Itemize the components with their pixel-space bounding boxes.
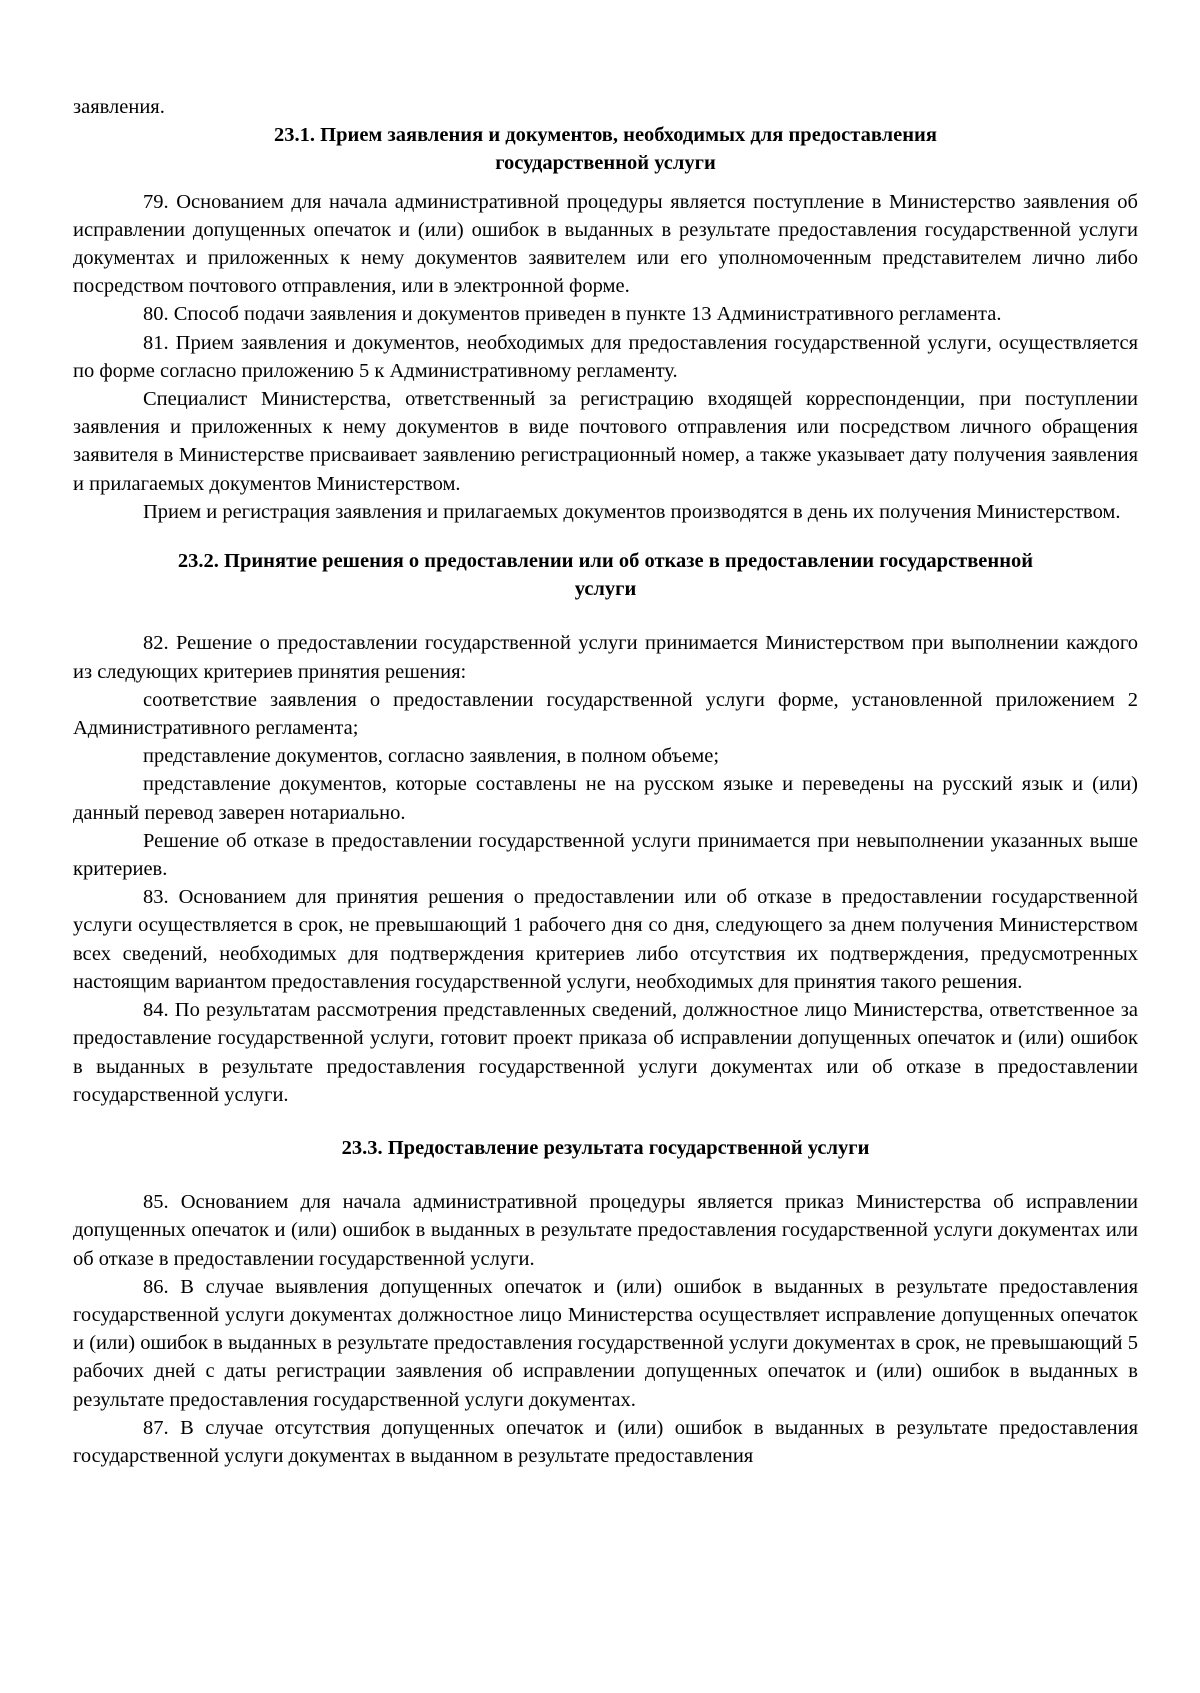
paragraph-84: 84. По результатам рассмотрения представленных сведений, должностное лицо Министерства, ответственное за предоставление государственной услуги, готовит проект приказа об исправлении допущенных опечаток и (или) ошибок в выданных в результате предоставления государственной услуги документах или об отказе в предоставлении государственной услуги. [73,999,1138,1106]
section-heading-line: 23.2. Принятие решения о предоставлении или об отказе в предоставлении государственной [177,550,1034,573]
section-heading-23-2 [73,547,1138,603]
paragraph-87: 87. В случае отсутствия допущенных опечаток и (или) ошибок в выданных в результате предоставления государственной услуги документах в выданном в результате предоставления [73,1416,1138,1467]
paragraph-criterion-documents: представление документов, согласно заявления, в полном объеме; [143,745,720,768]
section-heading-line: 23.3. Предоставление результата государственной услуги [341,1136,870,1159]
paragraph-80: 80. Способ подачи заявления и документов приведен в пункте 13 Административного регламента. [143,303,1002,326]
paragraph-85: 85. Основанием для начала административной процедуры является приказ Министерства об исправлении допущенных опечаток и (или) ошибок в выданных в результате предоставления государственной услуги документах или об отказе в предоставлении государственной услуги. [73,1191,1138,1270]
paragraph-specialist: Специалист Министерства, ответственный за регистрацию входящей корреспонденции, при поступлении заявления и приложенных к нему документов в виде почтового отправления или посредством личного обращения заявителя в Министерстве присваивает заявлению регистрационный номер, а также указывает дату получения заявления и прилагаемых документов Министерством. [73,388,1138,495]
lead-text: заявления. [73,96,165,118]
paragraph-criterion-form: соответствие заявления о предоставлении государственной услуги форме, установленной приложением 2 Административного регламента; [73,688,1138,740]
document-page [73,93,1138,1470]
paragraph-79: 79. Основанием для начала административной процедуры является поступление в Министерство заявления об исправлении допущенных опечаток и (или) ошибок в выданных в результате предоставления государственной услуги документах и приложенных к нему документов заявителем или его уполномоченным представителем лично либо посредством почтового отправления, или в электронной форме. [73,190,1138,298]
section-heading-line: 23.1. Прием заявления и документов, необходимых для предоставления [274,124,937,147]
paragraph-82: 82. Решение о предоставлении государственной услуги принимается Министерством при выполнении каждого из следующих критериев принятия решения: [73,632,1138,683]
section-heading-line: услуги [574,578,637,601]
paragraph-81: 81. Прием заявления и документов, необходимых для предоставления государственной услуги, осуществляется по форме согласно приложению 5 к Административному регламенту. [73,331,1138,382]
paragraph-refusal: Решение об отказе в предоставлении государственной услуги принимается при невыполнении указанных выше критериев. [73,829,1138,881]
section-heading-line: государственной услуги [495,152,716,175]
paragraph-criterion-translation: представление документов, которые составлены не на русском языке и переведены на русский язык и (или) данный перевод заверен нотариально. [73,773,1138,824]
paragraph-86: 86. В случае выявления допущенных опечаток и (или) ошибок в выданных в результате предоставления государственной услуги документах должностное лицо Министерства осуществляет исправление допущенных опечаток и (или) ошибок в выданных в результате предоставления государственной услуги документах в срок, не превышающий 5 рабочих дней с даты регистрации заявления об исправлении допущенных опечаток и (или) ошибок в выданных в результате предоставления государственной услуги документах. [73,1275,1138,1411]
paragraph-registration: Прием и регистрация заявления и прилагаемых документов производятся в день их получения Министерством. [143,500,1121,523]
section-heading-23-1 [73,121,1138,177]
paragraph-83: 83. Основанием для принятия решения о предоставлении или об отказе в предоставлении государственной услуги осуществляется в срок, не превышающий 1 рабочего дня со дня, следующего за днем получения Министерством всех сведений, необходимых для подтверждения критериев либо отсутствия их подтверждения, предусмотренных настоящим вариантом предоставления государственной услуги, необходимых для принятия такого решения. [73,886,1138,993]
section-heading-23-3 [73,1134,1138,1162]
